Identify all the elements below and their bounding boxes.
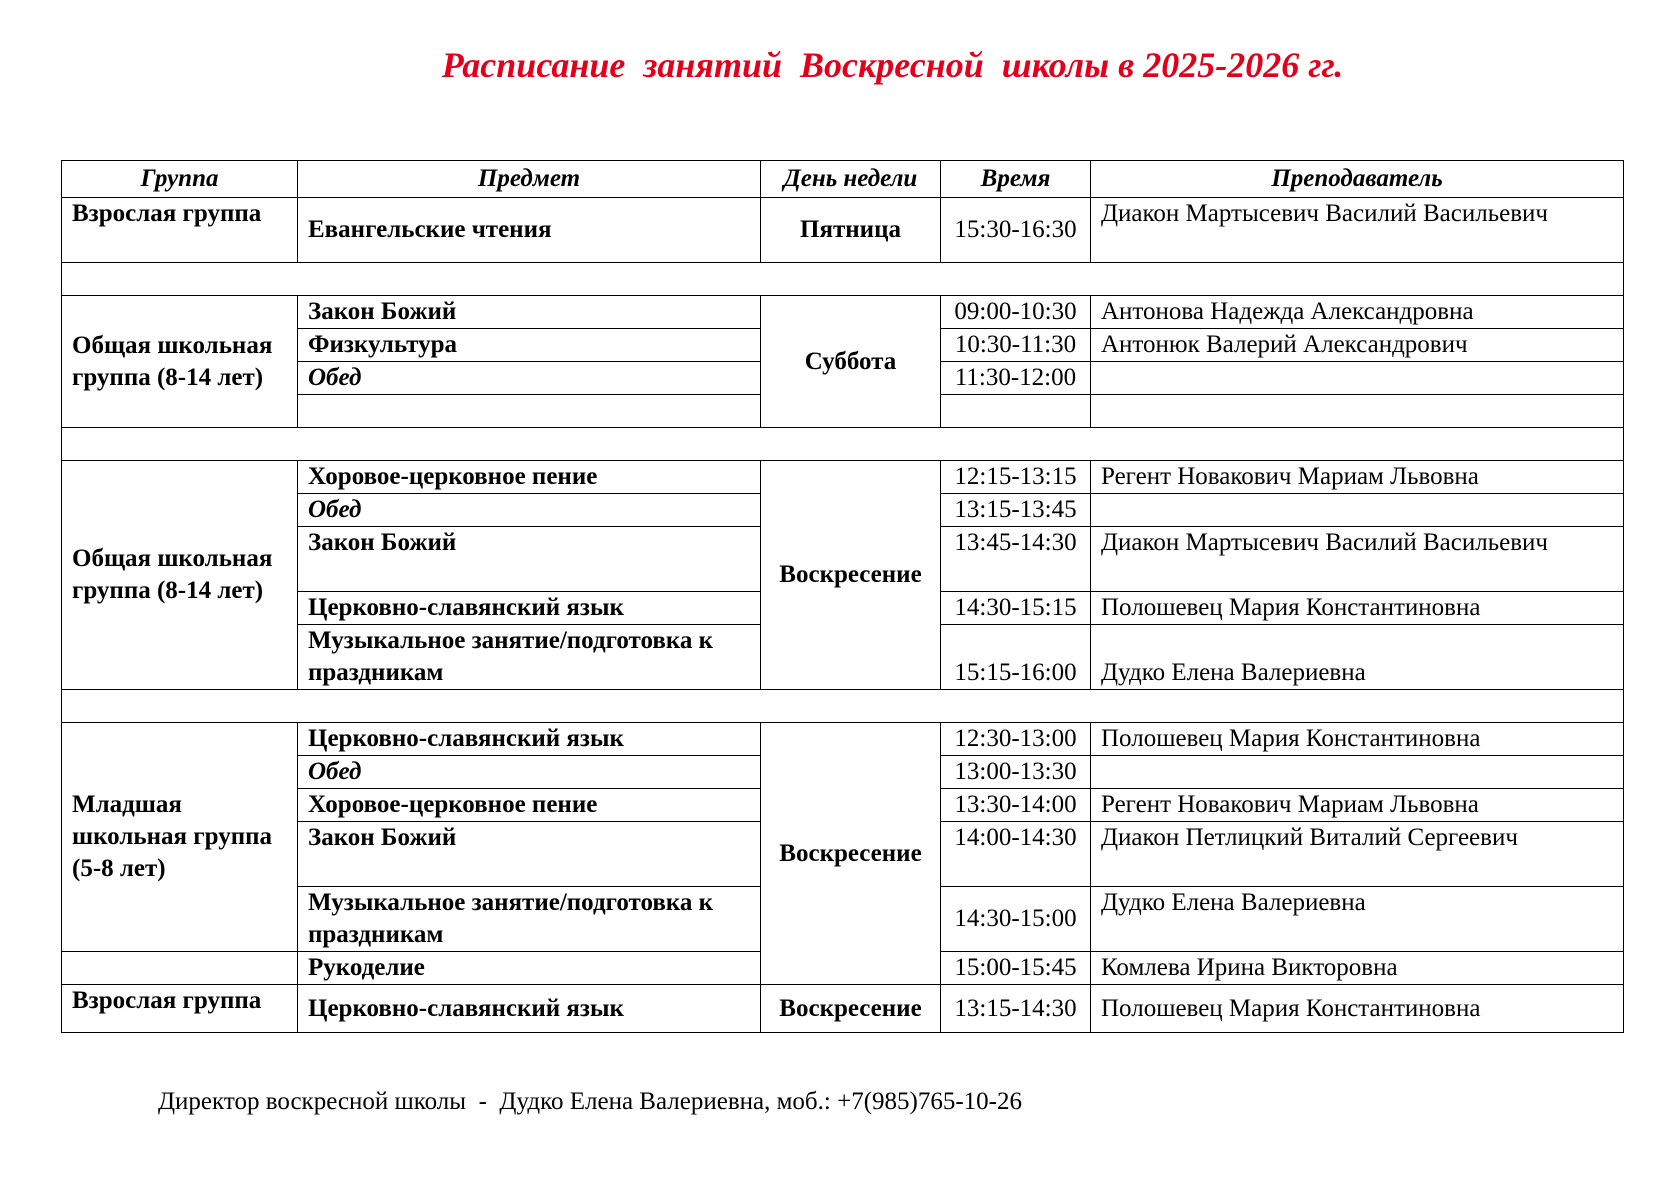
teacher-cell xyxy=(1091,756,1624,789)
day-cell: Суббота xyxy=(761,296,941,428)
subject-cell: Церковно-славянский язык xyxy=(298,592,761,625)
time-cell: 15:00-15:45 xyxy=(941,952,1091,985)
group-cell: Взрослая группа xyxy=(62,198,298,263)
subject-cell: Обед xyxy=(298,362,761,395)
time-cell: 15:30-16:30 xyxy=(941,198,1091,263)
time-cell: 15:15-16:00 xyxy=(941,625,1091,690)
teacher-cell xyxy=(1091,395,1624,428)
header-group: Группа xyxy=(62,161,298,198)
group-cell xyxy=(62,952,298,985)
header-time: Время xyxy=(941,161,1091,198)
time-cell: 12:15-13:15 xyxy=(941,461,1091,494)
subject-cell xyxy=(298,395,761,428)
group-cell: Общая школьная группа (8-14 лет) xyxy=(62,296,298,428)
director-contact: Директор воскресной школы - Дудко Елена Валериевна, моб.: +7(985)765-10-26 xyxy=(158,1088,1023,1115)
subject-cell: Физкультура xyxy=(298,329,761,362)
subject-cell: Рукоделие xyxy=(298,952,761,985)
subject-cell: Хоровое-церковное пение xyxy=(298,789,761,822)
page-title: Расписание занятий Воскресной школы в 2025-2026 гг. xyxy=(441,45,1344,85)
time-cell xyxy=(941,395,1091,428)
subject-cell: Закон Божий xyxy=(298,822,761,887)
teacher-cell: Регент Новакович Мариам Львовна xyxy=(1091,461,1624,494)
teacher-cell: Антонова Надежда Александровна xyxy=(1091,296,1624,329)
table-row xyxy=(62,198,1624,263)
subject-cell: Евангельские чтения xyxy=(298,198,761,263)
time-cell: 09:00-10:30 xyxy=(941,296,1091,329)
subject-cell: Хоровое-церковное пение xyxy=(298,461,761,494)
time-cell: 13:00-13:30 xyxy=(941,756,1091,789)
teacher-cell xyxy=(1091,494,1624,527)
schedule-table xyxy=(61,160,1624,1033)
spacer-row xyxy=(62,428,1624,461)
day-cell: Воскресение xyxy=(761,985,941,1033)
subject-cell: Закон Божий xyxy=(298,296,761,329)
time-cell: 12:30-13:00 xyxy=(941,723,1091,756)
table-row xyxy=(62,985,1624,1033)
teacher-cell: Комлева Ирина Викторовна xyxy=(1091,952,1624,985)
group-cell: Общая школьная группа (8-14 лет) xyxy=(62,461,298,690)
day-cell: Воскресение xyxy=(761,723,941,985)
time-cell: 14:00-14:30 xyxy=(941,822,1091,887)
time-cell: 14:30-15:15 xyxy=(941,592,1091,625)
time-cell: 14:30-15:00 xyxy=(941,887,1091,952)
day-cell: Воскресение xyxy=(761,461,941,690)
subject-cell: Музыкальное занятие/подготовка к праздникам xyxy=(298,625,761,690)
table-row xyxy=(62,296,1624,329)
teacher-cell: Полошевец Мария Константиновна xyxy=(1091,985,1624,1033)
group-cell: Взрослая группа xyxy=(62,985,298,1033)
time-cell: 13:30-14:00 xyxy=(941,789,1091,822)
subject-cell: Обед xyxy=(298,494,761,527)
time-cell: 10:30-11:30 xyxy=(941,329,1091,362)
subject-cell: Обед xyxy=(298,756,761,789)
group-cell: Младшая школьная группа (5-8 лет) xyxy=(62,723,298,952)
teacher-cell: Антонюк Валерий Александрович xyxy=(1091,329,1624,362)
teacher-cell: Полошевец Мария Константиновна xyxy=(1091,592,1624,625)
teacher-cell: Регент Новакович Мариам Львовна xyxy=(1091,789,1624,822)
subject-cell: Церковно-славянский язык xyxy=(298,985,761,1033)
header-teacher: Преподаватель xyxy=(1091,161,1624,198)
teacher-cell: Дудко Елена Валериевна xyxy=(1091,887,1624,952)
day-cell: Пятница xyxy=(761,198,941,263)
table-header-row xyxy=(62,161,1624,198)
teacher-cell xyxy=(1091,362,1624,395)
time-cell: 13:15-13:45 xyxy=(941,494,1091,527)
teacher-cell: Дудко Елена Валериевна xyxy=(1091,625,1624,690)
spacer-row xyxy=(62,690,1624,723)
teacher-cell: Диакон Мартысевич Василий Васильевич xyxy=(1091,527,1624,592)
header-day: День недели xyxy=(761,161,941,198)
subject-cell: Музыкальное занятие/подготовка к праздникам xyxy=(298,887,761,952)
header-subject: Предмет xyxy=(298,161,761,198)
spacer-row xyxy=(62,263,1624,296)
time-cell: 13:15-14:30 xyxy=(941,985,1091,1033)
teacher-cell: Диакон Мартысевич Василий Васильевич xyxy=(1091,198,1624,263)
subject-cell: Церковно-славянский язык xyxy=(298,723,761,756)
time-cell: 11:30-12:00 xyxy=(941,362,1091,395)
table-row xyxy=(62,723,1624,756)
subject-cell: Закон Божий xyxy=(298,527,761,592)
teacher-cell: Диакон Петлицкий Виталий Сергеевич xyxy=(1091,822,1624,887)
teacher-cell: Полошевец Мария Константиновна xyxy=(1091,723,1624,756)
table-row xyxy=(62,461,1624,494)
time-cell: 13:45-14:30 xyxy=(941,527,1091,592)
